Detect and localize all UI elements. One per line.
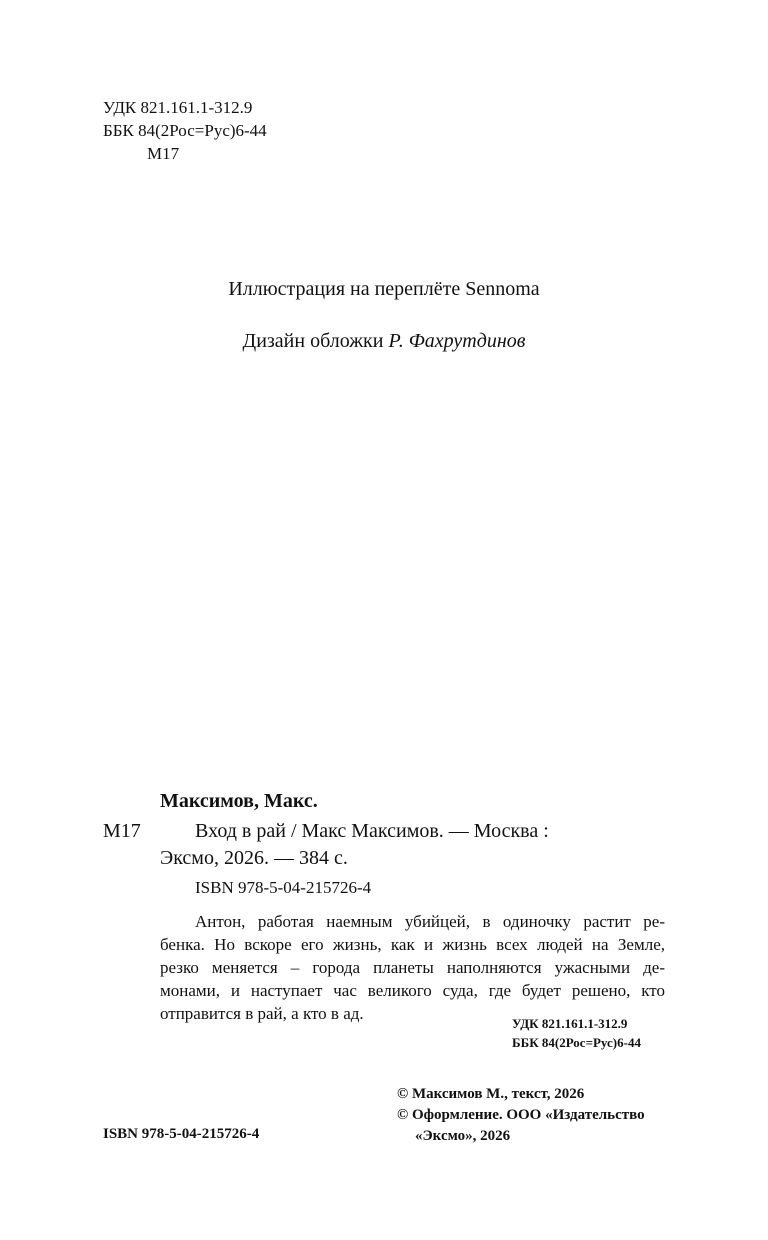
entry-cutter-code: М17 bbox=[103, 820, 141, 842]
entry-bbk-code: ББК 84(2Рос=Рус)6-44 bbox=[512, 1035, 641, 1050]
designer-name: Р. Фахрутдинов bbox=[388, 330, 526, 352]
copyright-text: © Максимов М., текст, 2026 bbox=[397, 1086, 585, 1102]
entry-isbn: ISBN 978-5-04-215726-4 bbox=[195, 878, 372, 897]
cutter-code: М17 bbox=[147, 144, 180, 163]
copyright-design: © Оформление. ООО «Издательство bbox=[397, 1107, 645, 1123]
title-line-2: Эксмо, 2026. — 384 с. bbox=[160, 847, 348, 869]
entry-classification-codes bbox=[512, 1014, 641, 1052]
cover-design-credit bbox=[0, 330, 768, 353]
annotation-line: монами, и наступает час великого суда, где будет решено, кто bbox=[160, 981, 665, 1000]
annotation-line: Антон, работая наемным убийцей, в одиночку растит ре- bbox=[195, 912, 665, 931]
copyright-design-cont: «Эксмо», 2026 bbox=[415, 1128, 511, 1144]
title-statement bbox=[160, 818, 665, 872]
title-line-1: Вход в рай / Макс Максимов. — Москва : bbox=[195, 820, 549, 842]
udk-code: УДК 821.161.1-312.9 bbox=[103, 98, 253, 117]
design-label: Дизайн обложки bbox=[242, 330, 384, 352]
annotation-line: отправится в рай, а кто в ад. bbox=[160, 1004, 364, 1023]
bbk-code: ББК 84(2Рос=Рус)6-44 bbox=[103, 121, 267, 140]
annotation-line: бенка. Но вскоре его жизнь, как и жизнь всех людей на Земле, bbox=[160, 935, 665, 954]
copyright-block bbox=[397, 1084, 645, 1147]
entry-udk-code: УДК 821.161.1-312.9 bbox=[512, 1016, 628, 1031]
annotation-line: резко меняется – города планеты наполняются ужасными де- bbox=[160, 958, 665, 977]
author-heading: Максимов, Макс. bbox=[160, 790, 318, 812]
annotation bbox=[160, 910, 665, 1025]
bottom-isbn: ISBN 978-5-04-215726-4 bbox=[103, 1126, 260, 1142]
illustration-credit: Иллюстрация на переплёте Sennoma bbox=[228, 278, 540, 300]
top-classification-codes bbox=[103, 96, 267, 165]
